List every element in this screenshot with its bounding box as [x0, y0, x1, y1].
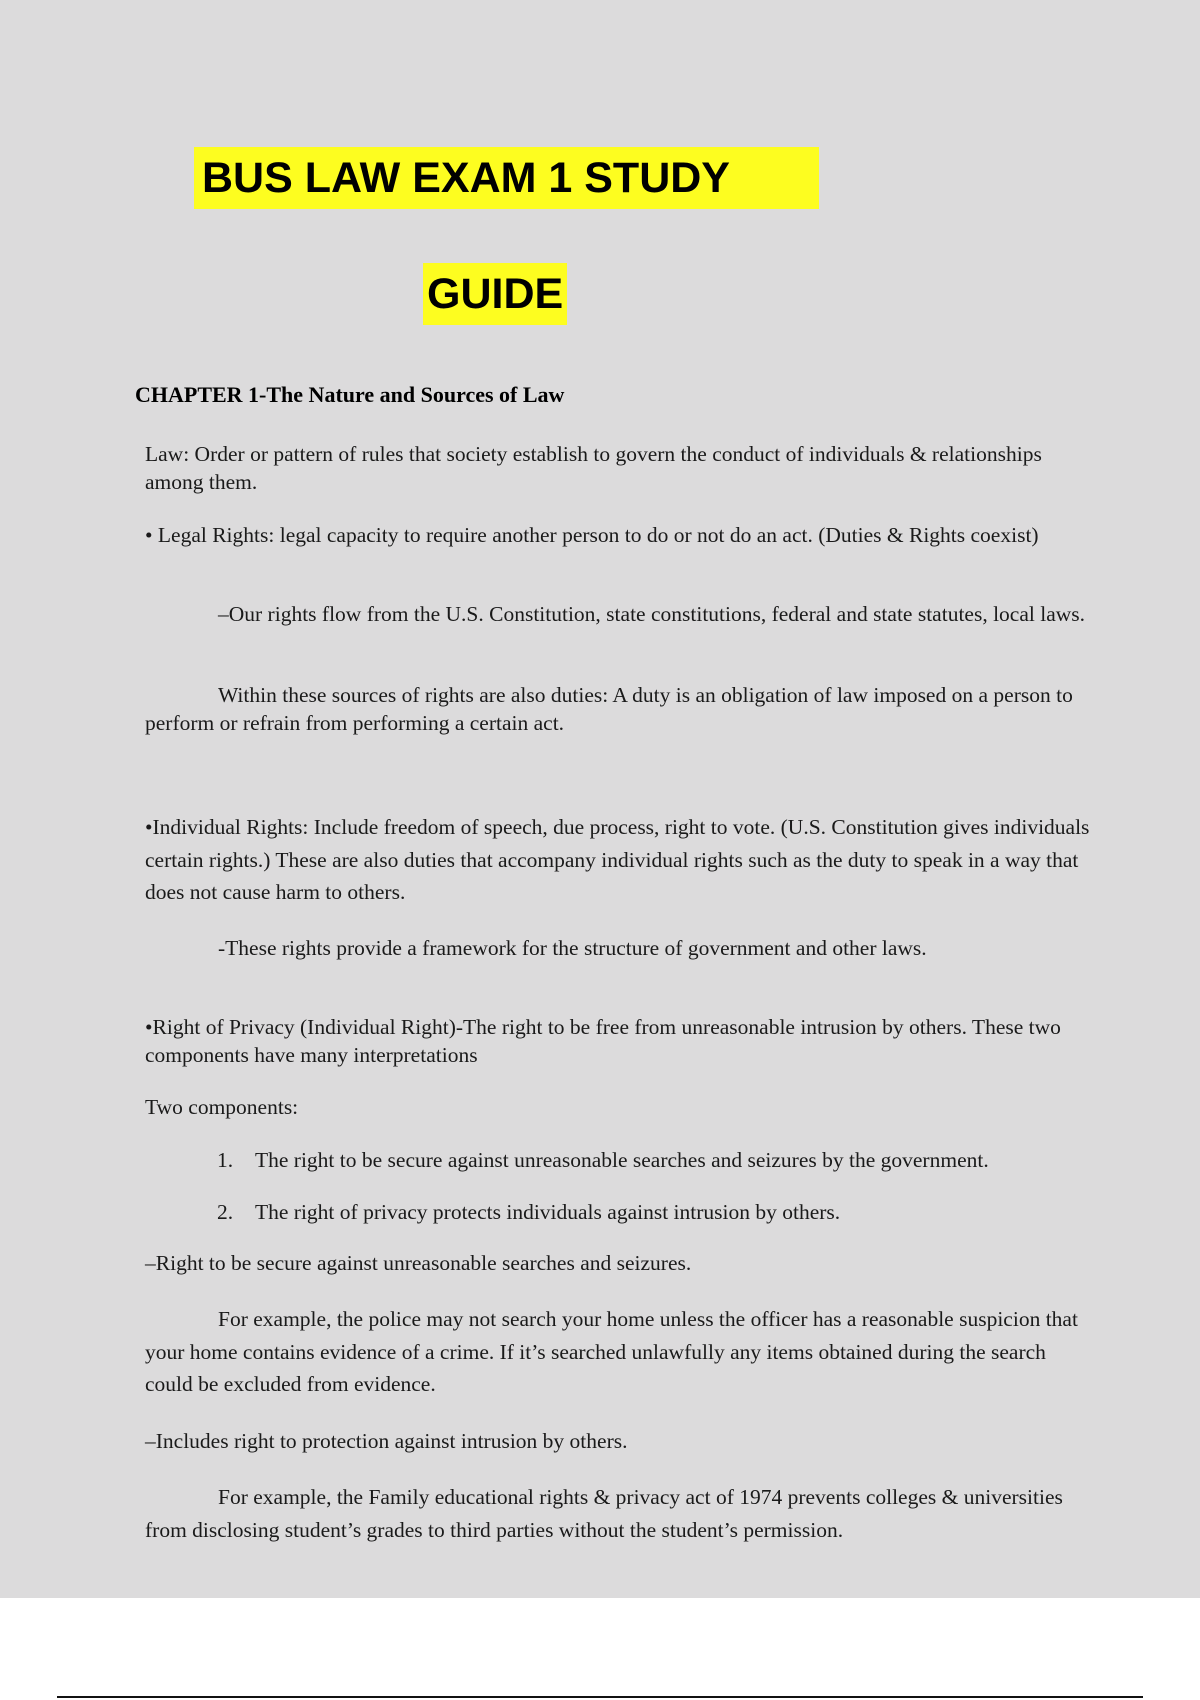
- legal-rights-paragraph: • Legal Rights: legal capacity to require another person to do or not do an act. (Duties & Rights coexist): [145, 523, 1039, 547]
- title-line-2: GUIDE: [423, 263, 567, 325]
- right-of-privacy-paragraph: •Right of Privacy (Individual Right)-The right to be free from unreasonable intrusion by others. These two components have many interpretations: [145, 1015, 1061, 1067]
- list-item-text: The right to be secure against unreasonable searches and seizures by the government.: [255, 1148, 989, 1172]
- list-item: [217, 1198, 1117, 1226]
- rights-flow-paragraph: –Our rights flow from the U.S. Constitution, state constitutions, federal and state statutes, local laws.: [218, 602, 1086, 626]
- list-item-text: The right of privacy protects individuals against intrusion by others.: [255, 1200, 841, 1224]
- chapter-heading: CHAPTER 1-The Nature and Sources of Law: [135, 382, 565, 407]
- footer-divider: [57, 1696, 1143, 1698]
- police-example-paragraph: For example, the police may not search your home unless the officer has a reasonable suspicion that your home contains evidence of a crime. If it’s searched unlawfully any items obtained during the search could be excluded from evidence.: [145, 1307, 1078, 1396]
- law-definition-paragraph: Law: Order or pattern of rules that society establish to govern the conduct of individuals & relationships among them.: [145, 442, 1042, 494]
- list-item: [217, 1146, 1117, 1174]
- list-item-number: 2.: [217, 1200, 234, 1224]
- ferpa-example-paragraph: For example, the Family educational rights & privacy act of 1974 prevents colleges & universities from disclosing student’s grades to third parties without the student’s permission.: [145, 1485, 1063, 1542]
- list-item-number: 1.: [217, 1148, 234, 1172]
- secure-right-paragraph: –Right to be secure against unreasonable searches and seizures.: [145, 1251, 692, 1275]
- intrusion-paragraph: –Includes right to protection against intrusion by others.: [145, 1429, 628, 1453]
- individual-rights-paragraph: •Individual Rights: Include freedom of speech, due process, right to vote. (U.S. Constitution gives individuals certain rights.) These are also duties that accompany individual rights such as the duty to speak in a way that does not cause harm to others.: [145, 815, 1090, 904]
- framework-paragraph: -These rights provide a framework for the structure of government and other laws.: [218, 936, 927, 960]
- title-line-1: BUS LAW EXAM 1 STUDY: [194, 147, 819, 209]
- duties-paragraph: Within these sources of rights are also duties: A duty is an obligation of law imposed on a person to perform or refrain from performing a certain act.: [145, 683, 1073, 735]
- two-components-label: Two components:: [145, 1095, 299, 1119]
